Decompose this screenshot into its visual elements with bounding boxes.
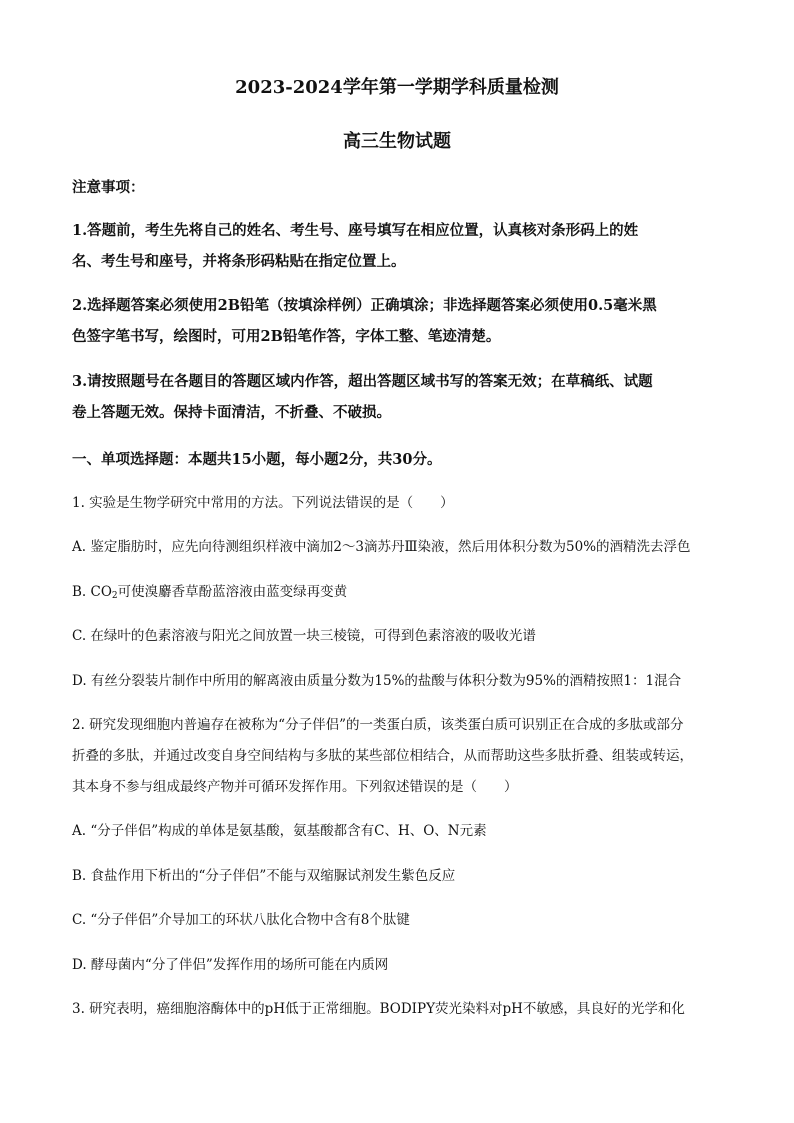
notice-item-1-line-1: 1.答题前，考生先将自己的姓名、考生号、座号填写在相应位置，认真核对条形码上的姓 <box>72 222 639 239</box>
question-2-stem-line-2: 折叠的多肽，并通过改变自身空间结构与多肽的某些部位相结合，从而帮助这些多肽折叠、组装或转运， <box>72 748 693 764</box>
question-2-option-c: C. “分子伴侣”介导加工的环状八肽化合物中含有8个肽键 <box>72 912 410 928</box>
option-b-prefix: B. CO <box>72 584 112 600</box>
exam-subject: 高三生物试题 <box>343 131 451 152</box>
option-b-suffix: 可使溴麝香草酚蓝溶液由蓝变绿再变黄 <box>117 584 348 600</box>
question-1-option-a: A. 鉴定脂肪时，应先向待测组织样液中滴加2～3滴苏丹Ⅲ染液，然后用体积分数为50%的酒精洗去浮色 <box>72 539 691 555</box>
question-2-stem-line-1: 2. 研究发现细胞内普遍存在被称为“分子伴侣”的一类蛋白质，该类蛋白质可识别正在合成的多肽或部分 <box>72 717 684 733</box>
notice-item-2-line-1: 2.选择题答案必须使用2B铅笔（按填涂样例）正确填涂；非选择题答案必须使用0.5毫米黑 <box>72 297 657 314</box>
question-1-option-c: C. 在绿叶的色素溶液与阳光之间放置一块三棱镜，可得到色素溶液的吸收光谱 <box>72 628 536 644</box>
question-2-option-a: A. “分子伴侣”构成的单体是氨基酸，氨基酸都含有C、H、O、N元素 <box>72 823 487 839</box>
question-3-stem: 3. 研究表明，癌细胞溶酶体中的pH低于正常细胞。BODIPY荧光染料对pH不敏感，具良好的光学和化 <box>72 1001 685 1017</box>
question-1-stem: 1. 实验是生物学研究中常用的方法。下列说法错误的是（ ） <box>72 495 454 511</box>
notice-item-3-line-1: 3.请按照题号在各题目的答题区域内作答，超出答题区域书写的答案无效；在草稿纸、试题 <box>72 373 653 390</box>
notice-item-1-line-2: 名、考生号和座号，并将条形码粘贴在指定位置上。 <box>72 253 406 270</box>
question-2-stem-line-3: 其本身不参与组成最终产物并可循环发挥作用。下列叙述错误的是（ ） <box>72 779 518 795</box>
notice-heading: 注意事项： <box>72 179 145 196</box>
subscript-2: 2 <box>111 591 118 601</box>
notice-item-2-line-2: 色签字笔书写，绘图时，可用2B铅笔作答，字体工整、笔迹清楚。 <box>72 328 501 345</box>
section-heading: 一、单项选择题：本题共15小题，每小题2分，共30分。 <box>72 451 442 468</box>
question-2-option-b: B. 食盐作用下析出的“分子伴侣”不能与双缩脲试剂发生紫色反应 <box>72 868 456 884</box>
question-1-option-b <box>72 582 347 602</box>
notice-item-3-line-2: 卷上答题无效。保持卡面清洁，不折叠、不破损。 <box>72 404 391 421</box>
exam-title: 2023-2024学年第一学期学科质量检测 <box>235 77 559 98</box>
question-2-option-d: D. 酵母菌内“分了伴侣”发挥作用的场所可能在内质网 <box>72 957 389 973</box>
question-1-option-d: D. 有丝分裂装片制作中所用的解离液由质量分数为15%的盐酸与体积分数为95%的酒精按照1：1混合 <box>72 673 682 689</box>
